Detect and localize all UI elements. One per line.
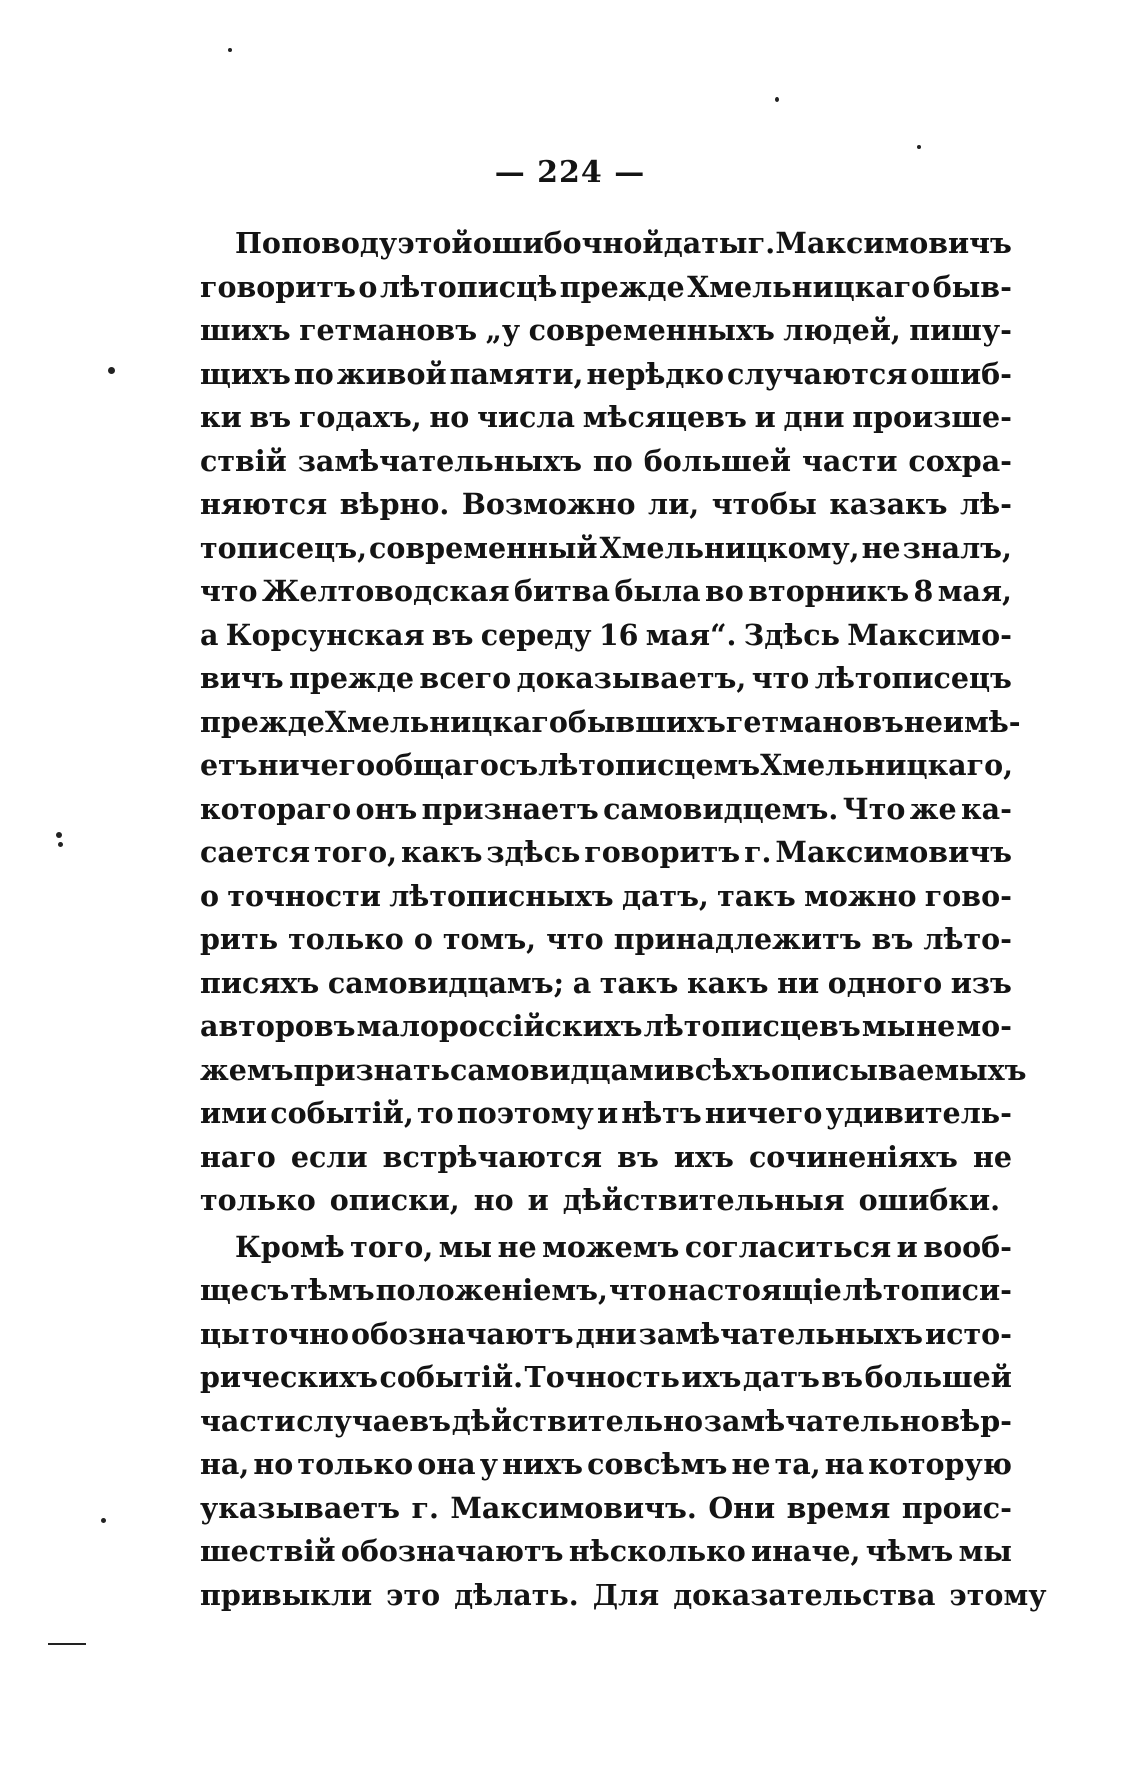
word: ничего xyxy=(704,1096,823,1130)
word: произше- xyxy=(852,400,1012,434)
word: середу xyxy=(480,617,592,652)
word: такъ xyxy=(599,965,679,1000)
word: замѣчательныхъ xyxy=(638,1316,923,1351)
word: г. xyxy=(744,835,772,869)
word: не xyxy=(972,1139,1012,1174)
word: не xyxy=(916,1009,956,1043)
word: лѣтописныхъ xyxy=(389,878,614,913)
text-line xyxy=(200,788,1012,832)
word: сается xyxy=(200,835,311,869)
scan-speck xyxy=(101,1518,106,1523)
word: событій. xyxy=(379,1360,524,1394)
word: памяти, xyxy=(449,356,584,391)
word: что xyxy=(608,1273,667,1307)
text-line xyxy=(200,1005,1012,1049)
word: того, xyxy=(313,835,398,869)
text-line xyxy=(200,1313,1012,1357)
word: что xyxy=(200,574,258,608)
word: щихъ xyxy=(200,356,291,391)
word: прежде xyxy=(200,704,325,739)
word: датъ xyxy=(742,1360,820,1394)
text-line xyxy=(200,831,1012,875)
word: во xyxy=(705,574,744,608)
word: быв- xyxy=(932,269,1012,304)
word: этой xyxy=(397,226,473,260)
word: описки, xyxy=(329,1183,460,1217)
word: но xyxy=(429,400,470,434)
word: случаевъ xyxy=(296,1403,452,1438)
word: лѣтописи- xyxy=(842,1273,1012,1307)
word: мо- xyxy=(956,1009,1012,1043)
word: ихъ xyxy=(673,1139,734,1174)
word: По xyxy=(235,226,281,260)
word: изъ xyxy=(950,965,1012,1000)
word: описываемыхъ xyxy=(771,1052,1027,1087)
word: битва xyxy=(513,574,611,608)
word: томъ, xyxy=(442,922,537,956)
word: какъ xyxy=(400,835,483,869)
word: указываетъ xyxy=(200,1490,400,1525)
word: того, xyxy=(350,1229,434,1264)
word: только xyxy=(297,1447,414,1481)
word: такъ xyxy=(717,878,796,913)
word: вичъ xyxy=(200,661,284,695)
word: но xyxy=(253,1447,294,1481)
word: самовидцамъ; xyxy=(327,965,565,1000)
word: какъ xyxy=(687,965,769,1000)
word: доказательства xyxy=(673,1577,936,1612)
text-line xyxy=(200,1049,1027,1093)
word: части xyxy=(802,443,898,478)
word: мы xyxy=(438,1229,493,1264)
word: зналъ, xyxy=(902,530,1012,565)
word: встрѣчаются xyxy=(382,1139,603,1174)
word: Возможно xyxy=(461,487,636,521)
word: нерѣдко xyxy=(586,356,724,391)
word: Точность xyxy=(524,1360,680,1394)
word: писяхъ xyxy=(200,965,320,1000)
word: дни xyxy=(783,400,845,434)
word: въ xyxy=(821,1360,864,1394)
word: исто- xyxy=(924,1316,1012,1351)
word: о xyxy=(413,922,433,956)
word: замѣчательныхъ xyxy=(297,443,582,478)
word: признаетъ xyxy=(421,791,599,826)
word: гетмановъ xyxy=(725,704,904,739)
word: по xyxy=(293,356,334,391)
word: 8 xyxy=(913,574,934,608)
word: ще xyxy=(200,1273,249,1307)
word: ихъ xyxy=(681,1360,742,1394)
word: лѣто- xyxy=(923,922,1012,956)
word: точности xyxy=(227,878,381,913)
word: и xyxy=(754,400,776,434)
word: и xyxy=(527,1183,549,1217)
word: была xyxy=(614,574,701,608)
word: поводу xyxy=(281,226,398,260)
word: она xyxy=(417,1447,476,1481)
text-line xyxy=(200,744,1012,788)
word: лѣтописецъ xyxy=(814,661,1012,695)
word: точно xyxy=(251,1316,350,1351)
word: а xyxy=(572,965,592,1000)
scan-speck xyxy=(58,842,63,847)
word: поэтому xyxy=(456,1096,594,1130)
word: ни xyxy=(777,965,820,1000)
word: сочиненіяхъ xyxy=(748,1139,958,1174)
text-line xyxy=(200,1226,1012,1270)
text-line xyxy=(200,1400,1012,1444)
word: согласиться xyxy=(684,1229,892,1264)
word: Максимовичъ xyxy=(775,835,1012,869)
word: только xyxy=(200,1183,316,1217)
word: бывшихъ xyxy=(567,704,726,739)
word: это xyxy=(386,1577,441,1612)
text-line xyxy=(200,483,1012,527)
word: и xyxy=(896,1229,918,1264)
word: шихъ xyxy=(200,313,291,347)
word: прежде xyxy=(289,661,414,695)
word: лѣтописцѣ xyxy=(379,269,558,304)
word: ими xyxy=(200,1096,268,1130)
word: современный xyxy=(369,530,598,565)
word: самовидцами xyxy=(449,1052,675,1087)
word: дни xyxy=(575,1316,637,1351)
word: наго xyxy=(200,1139,276,1174)
word: вооб- xyxy=(923,1229,1012,1264)
word: обозначаютъ xyxy=(351,1316,574,1351)
word: по xyxy=(592,443,633,478)
word: случаются xyxy=(727,356,908,391)
word: мая, xyxy=(937,574,1012,608)
word: здѣсь xyxy=(486,835,581,869)
word: замѣчательно xyxy=(703,1403,940,1438)
word: даты xyxy=(663,226,748,260)
word: о xyxy=(200,878,220,913)
text-line xyxy=(200,657,1012,701)
word: лѣ- xyxy=(960,487,1012,521)
word: вторникъ xyxy=(748,574,910,608)
word: не xyxy=(731,1447,771,1481)
word: г. xyxy=(747,226,776,260)
word: Кромѣ xyxy=(235,1229,345,1264)
word: цы xyxy=(200,1316,250,1351)
text-line xyxy=(200,396,1012,440)
word: о xyxy=(358,269,378,304)
paragraph xyxy=(200,1226,1047,1618)
word: „у xyxy=(485,313,521,347)
word: ошиб- xyxy=(910,356,1012,391)
word: мѣсяцевъ xyxy=(582,400,747,434)
word: ли, xyxy=(648,487,700,521)
word: живой xyxy=(336,356,447,391)
text-line xyxy=(200,918,1012,962)
word: Хмельницкому, xyxy=(599,530,860,565)
word: иначе, xyxy=(751,1534,861,1568)
word: котораго xyxy=(200,791,352,826)
word: мы xyxy=(861,1009,916,1043)
word: Максимовичъ. xyxy=(450,1490,697,1525)
text-line xyxy=(200,266,1012,310)
word: общаго xyxy=(375,748,499,782)
word: нѣтъ xyxy=(621,1096,702,1130)
word: Здѣсь xyxy=(743,617,840,652)
word: а xyxy=(200,617,219,652)
word: но xyxy=(473,1183,514,1217)
word: въ xyxy=(431,617,474,652)
word: удивитель- xyxy=(825,1096,1012,1130)
word: казакъ xyxy=(829,487,948,521)
word: лѣтописцевъ xyxy=(643,1009,861,1043)
word: признать xyxy=(293,1052,450,1087)
word: на xyxy=(824,1447,865,1481)
word: малороссійскихъ xyxy=(356,1009,643,1043)
text-line xyxy=(200,570,1012,614)
word: и xyxy=(596,1096,619,1130)
text-line xyxy=(200,1269,1012,1313)
scan-speck xyxy=(56,832,62,838)
word: съ xyxy=(498,748,539,782)
word: онъ xyxy=(355,791,418,826)
word: проис- xyxy=(901,1490,1012,1525)
word: съ xyxy=(250,1273,290,1307)
word: время xyxy=(786,1490,891,1525)
word: дѣйствительно xyxy=(451,1403,704,1438)
word: Для xyxy=(592,1577,660,1612)
word: можно xyxy=(804,878,917,913)
word: привыкли xyxy=(200,1577,373,1612)
word: тописецъ, xyxy=(200,530,367,565)
text-line xyxy=(200,1356,1012,1400)
word: гово- xyxy=(924,878,1012,913)
word: етъ xyxy=(200,748,258,782)
text-line xyxy=(200,701,1021,745)
word: чѣмъ xyxy=(865,1534,954,1568)
word: говоритъ xyxy=(584,835,741,869)
word: въ xyxy=(249,400,292,434)
word: ствій xyxy=(200,443,287,478)
text-line xyxy=(200,1092,1012,1136)
word: то xyxy=(416,1096,454,1130)
word: годахъ, xyxy=(298,400,422,434)
scan-speck xyxy=(108,367,115,374)
word: ка- xyxy=(961,791,1012,826)
word: Хмельницкаго, xyxy=(760,748,1014,782)
word: принадлежитъ xyxy=(613,922,862,956)
text-line xyxy=(200,962,1012,1006)
word: датъ, xyxy=(621,878,709,913)
word: имѣ- xyxy=(942,704,1021,739)
word: положеніемъ, xyxy=(375,1273,608,1307)
scan-mark xyxy=(48,1643,86,1645)
word: жемъ xyxy=(200,1052,294,1087)
word: большей xyxy=(864,1360,1012,1394)
text-line xyxy=(200,875,1012,919)
word: чтобы xyxy=(711,487,817,521)
word: если xyxy=(290,1139,368,1174)
word: мы xyxy=(958,1534,1012,1568)
word: вѣр- xyxy=(940,1403,1012,1438)
word: что xyxy=(546,922,604,956)
word: числа xyxy=(477,400,575,434)
word: нихъ xyxy=(502,1447,583,1481)
word: что xyxy=(751,661,810,695)
word: этому xyxy=(949,1577,1047,1612)
word: дѣлать. xyxy=(454,1577,579,1612)
word: говоритъ xyxy=(200,269,356,304)
word: Максимовичъ xyxy=(775,226,1012,260)
word: не xyxy=(903,704,943,739)
word: гетмановъ xyxy=(299,313,478,347)
word: событій, xyxy=(270,1096,414,1130)
word: мая“. xyxy=(645,617,737,652)
word: вѣрно. xyxy=(339,487,450,521)
paragraph xyxy=(200,222,1027,1223)
word: г. xyxy=(411,1490,439,1525)
word: у xyxy=(479,1447,498,1481)
word: доказываетъ, xyxy=(516,661,747,695)
word: современныхъ xyxy=(528,313,775,347)
text-line xyxy=(200,353,1012,397)
word: же xyxy=(909,791,957,826)
text-line xyxy=(200,1136,1012,1180)
word: всѣхъ xyxy=(674,1052,771,1087)
body-text xyxy=(200,222,1047,1617)
word: ошибки. xyxy=(858,1183,1001,1217)
text-line xyxy=(200,1574,1047,1618)
text-line xyxy=(200,1487,1012,1531)
word: обозначаютъ xyxy=(340,1534,564,1568)
word: на, xyxy=(200,1447,250,1481)
word: большей xyxy=(643,443,792,478)
word: Они xyxy=(708,1490,776,1525)
word: Желтоводская xyxy=(261,574,510,608)
word: только xyxy=(288,922,404,956)
word: всего xyxy=(419,661,512,695)
word: пишу- xyxy=(909,313,1012,347)
word: ки xyxy=(200,400,242,434)
word: одного xyxy=(827,965,943,1000)
word: Корсунская xyxy=(225,617,425,652)
word: лѣтописцемъ xyxy=(538,748,761,782)
word: прежде xyxy=(559,269,685,304)
word: въ xyxy=(871,922,914,956)
word: дѣйствительныя xyxy=(562,1183,845,1217)
text-line xyxy=(200,614,1012,658)
text-line xyxy=(200,1443,1012,1487)
word: Что xyxy=(842,791,906,826)
text-line xyxy=(200,1530,1012,1574)
word: не xyxy=(497,1229,537,1264)
word: части xyxy=(200,1403,296,1438)
word: совсѣмъ xyxy=(587,1447,728,1481)
scan-speck xyxy=(775,97,779,102)
word: Хмельницкаго xyxy=(687,269,931,304)
word: рическихъ xyxy=(200,1360,378,1394)
text-line xyxy=(200,309,1012,353)
word: тѣмъ xyxy=(290,1273,375,1307)
word: Хмельницкаго xyxy=(324,704,568,739)
word: можемъ xyxy=(542,1229,680,1264)
word: 16 xyxy=(598,617,639,652)
word: нѣсколько xyxy=(568,1534,746,1568)
word: ничего xyxy=(257,748,376,782)
text-line xyxy=(200,527,1012,571)
scan-speck xyxy=(917,145,921,149)
word: не xyxy=(861,530,901,565)
page-number: — 224 — xyxy=(494,155,646,190)
word: людей, xyxy=(783,313,901,347)
word: та, xyxy=(774,1447,821,1481)
word: авторовъ xyxy=(200,1009,356,1043)
text-line xyxy=(200,222,1012,266)
scan-speck xyxy=(228,48,232,52)
text-line xyxy=(200,1179,1012,1223)
word: рить xyxy=(200,922,279,956)
word: Максимо- xyxy=(847,617,1012,652)
word: настоящіе xyxy=(667,1273,842,1307)
word: самовидцемъ. xyxy=(603,791,839,826)
text-line xyxy=(200,440,1012,484)
word: которую xyxy=(868,1447,1012,1481)
word: ошибочной xyxy=(472,226,664,260)
word: сохра- xyxy=(908,443,1012,478)
word: шествій xyxy=(200,1534,336,1568)
word: няются xyxy=(200,487,328,521)
word: въ xyxy=(617,1139,659,1174)
